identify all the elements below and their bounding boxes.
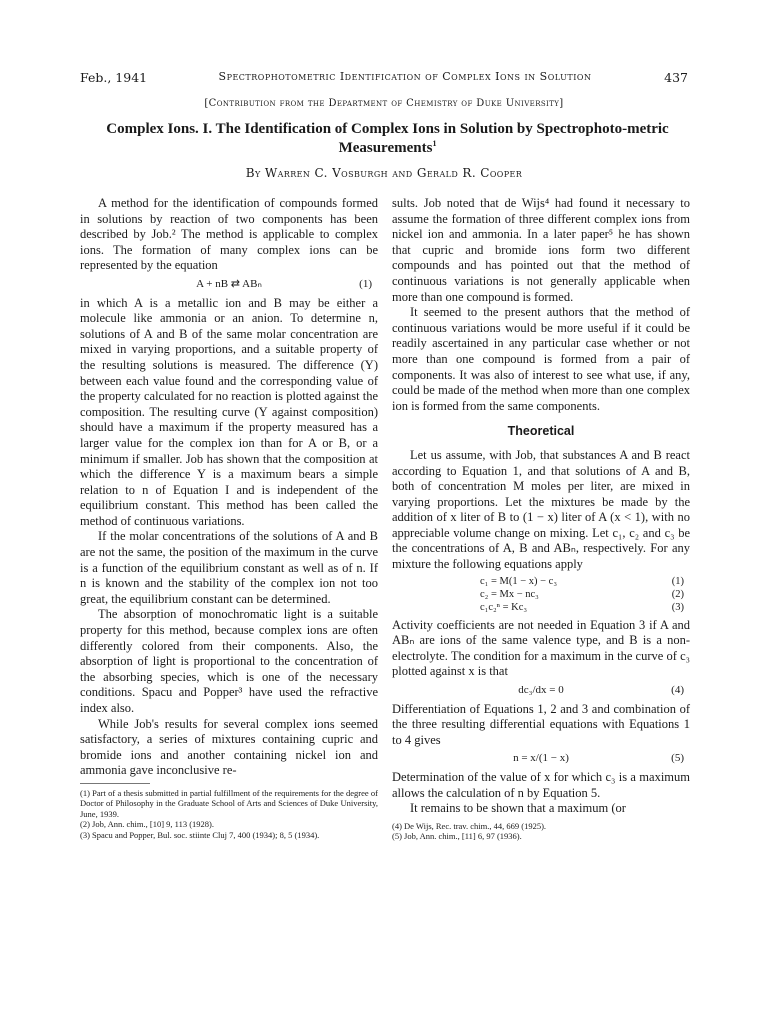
right-footnotes (392, 821, 690, 842)
equation-row (392, 588, 690, 601)
equation-1-expr: A + nB ⇄ ABₙ (196, 277, 262, 290)
left-paragraph-3: If the molar concentrations of the solutions of A and B are not the same, the position of the maximum in the curve is a function of the equilibrium constant as well as of n. If n is known and the stability of the complex ion not too great, the equilibrium constant can be determined. (80, 529, 378, 606)
equation-row (392, 575, 690, 588)
footnote-4: (4) De Wijs, Rec. trav. chim., 44, 669 (1925). (392, 820, 547, 831)
footnote-1: (1) Part of a thesis submitted in partial fulfillment of the requirements for the degree of Doctor of Philosophy in the Graduate School of Arts and Sciences of Duke University, June, 1939. (80, 787, 378, 819)
right-paragraph-4: Activity coefficients are not needed in Equation 3 if A and ABₙ are ions of the same valence type, and B is a non-electrolyte. The condition for a maximum in the curve of c₃ plotted against x is that (392, 617, 690, 679)
equation-1 (80, 277, 378, 293)
equation-5-expr: n = x/(1 − x) (513, 752, 569, 765)
equation-5 (392, 751, 690, 767)
authors: By Warren C. Vosburgh and Gerald R. Cooper (245, 166, 523, 180)
left-paragraph-1: A method for the identification of compounds formed in solutions by reaction of two components has been described by Job.² The method is applicable to complex ions. The formation of many complex ions can be represented by the equation (80, 196, 378, 273)
equation-5-number: (5) (671, 752, 684, 765)
equation-number: (1) (671, 575, 684, 587)
left-footnotes (80, 788, 378, 841)
footnote-divider (80, 783, 150, 784)
equation-4 (392, 683, 690, 699)
right-paragraph-7: It remains to be shown that a maximum (or (410, 801, 626, 816)
left-paragraph-5: While Job's results for several complex ions seemed satisfactory, a series of mixtures containing cupric and bromide ions and another containing nickel ion and ammonia gave inconclusive re- (80, 716, 378, 778)
equation-number: (3) (671, 601, 684, 613)
contribution-line: [Contribution from the Department of Chemistry of Duke University] (204, 98, 564, 109)
section-heading: Theoretical (507, 424, 575, 439)
footnote-5: (5) Job, Ann. chim., [11] 6, 97 (1936). (392, 831, 522, 842)
article-title-text: Complex Ions. I. The Identification of Complex Ions in Solution by Spectrophoto-metric Measurements (106, 121, 669, 156)
right-column (392, 196, 690, 842)
equation-expr: c₁ = M(1 − x) − c₃ (480, 575, 557, 587)
right-paragraph-5: Differentiation of Equations 1, 2 and 3 and combination of the three resulting differential equations with Equations 1 to 4 gives (392, 701, 690, 747)
right-paragraph-2: It seemed to the present authors that the method of continuous variations would be more useful if it could be readily ascertained in any particular case whether or not more than one compound is formed from a pair of components. It was also of interest to see what use, if any, could be made of the method when more than one complex ion is formed from the same components. (392, 305, 690, 413)
running-title: Spectrophotometric Identification of Complex Ions in Solution (218, 70, 592, 83)
equation-expr: c₂ = Mx − nc₃ (480, 588, 539, 600)
equation-1-number: (1) (359, 277, 372, 290)
footnote-3: (3) Spacu and Popper, Bul. soc. stiinte Cluj 7, 400 (1934); 8, 5 (1934). (80, 829, 320, 840)
equation-4-number: (4) (671, 684, 684, 697)
left-column (80, 196, 378, 840)
equation-number: (2) (671, 588, 684, 600)
right-paragraph-3: Let us assume, with Job, that substances A and B react according to Equation 1, and that solutions of A and B, both of concentration M moles per liter, are mixed in varying proportions. Let the mixtures be made by the addition of x liter of B to (1 − x) liter of A (x < 1), with no appreciable volume change on mixing. Let c₁, c₂ and c₃ be the concentrations of A, B and ABₙ, respectively. For any mixture the following equations apply (392, 447, 690, 572)
article-title (80, 120, 695, 158)
equation-block (392, 575, 690, 614)
header-date: Feb., 1941 (80, 70, 148, 85)
title-footnote-marker: 1 (432, 139, 437, 148)
right-paragraph-6: Determination of the value of x for which c₃ is a maximum allows the calculation of n by Equation 5. (392, 770, 690, 800)
page-number: 437 (664, 70, 688, 85)
footnote-2: (2) Job, Ann. chim., [10] 9, 113 (1928). (80, 819, 215, 830)
equation-row (392, 601, 690, 614)
equation-4-expr: dc₃/dx = 0 (518, 684, 564, 697)
left-paragraph-4: The absorption of monochromatic light is a suitable property for this method, because complex ions are often differently colored from their components. Also, the absorption of light is proportional to the concentration of the absorbing species, which is one of the necessary conditions. Spacu and Popper³ have used the refractive index also. (80, 607, 378, 715)
equation-expr: c₁c₂ⁿ = Kc₃ (480, 601, 528, 613)
right-paragraph-1: sults. Job noted that de Wijs⁴ had found it necessary to assume the formation of three different complex ions from nickel ion and ammonia. In a later paper⁵ he has shown that cupric and bromide ions form two different compounds and has pointed out that the method of continuous variations is not generally applicable when more than one compound is formed. (392, 196, 690, 304)
left-paragraph-2: in which A is a metallic ion and B may be either a molecule like ammonia or an anion. To determine n, solutions of A and B of the same molar concentration are mixed in varying proportions, and a suitable property of the resulting solutions is measured. The difference (Y) between each value found and the corresponding value of the property calculated for no reaction is plotted against the composition. The resulting curve (Y against composition) should have a maximum if the property measured has a larger value for the complex ion than for A or B, or a minimum if smaller. Job has shown that the composition at which the difference Y is a maximum bears a simple relation to n of Equation I and is independent of the equilibrium constant. This method has been called the method of continuous variations. (80, 295, 378, 528)
